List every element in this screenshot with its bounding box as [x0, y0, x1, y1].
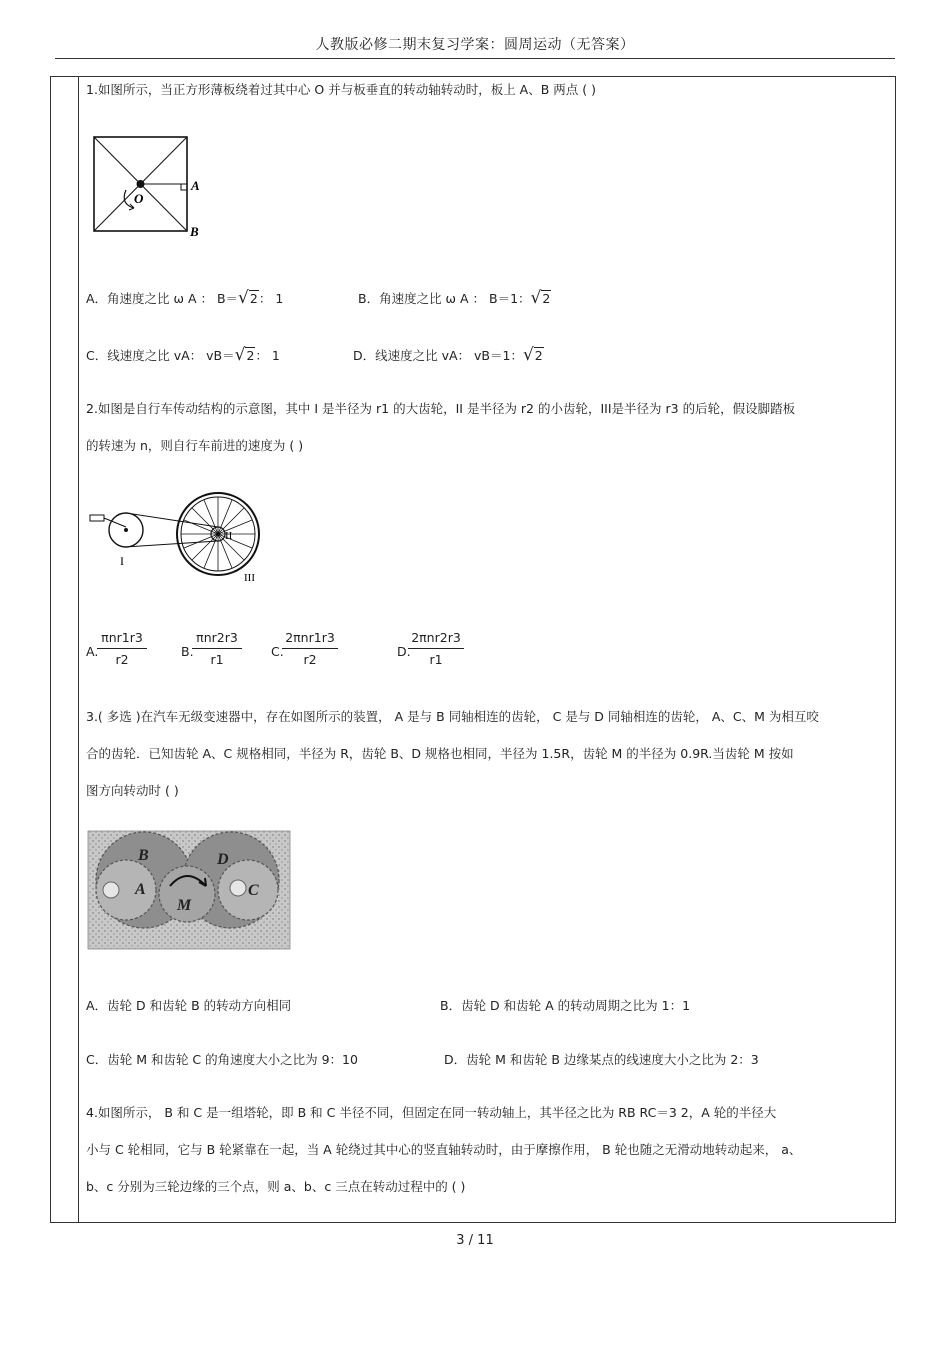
q2-option-a-letter: A.: [86, 644, 99, 659]
q2-option-c-letter: C.: [271, 644, 284, 659]
q3-label-m: M: [177, 897, 192, 914]
q4-stem-line1: 4.如图所示， B 和 C 是一组塔轮，即 B 和 C 半径不同，但固定在同一转动轴上，其半径之比为 RB RC＝3 2，A 轮的半径大: [86, 1105, 777, 1120]
q3-stem-line3: 图方向转动时 ( ): [86, 783, 179, 798]
q1-option-b: B．角速度之比 ω A ： B＝1：√2: [358, 288, 551, 308]
q2-option-b-fraction: πnr2r3 r1: [192, 630, 242, 667]
q3-label-d: D: [217, 851, 229, 868]
q1-label-o: O: [134, 191, 144, 206]
q3-option-b: B．齿轮 D 和齿轮 A 的转动周期之比为 1：1: [440, 998, 691, 1013]
q2-option-c-fraction: 2πnr1r3 r2: [282, 630, 338, 667]
q2-option-d-fraction: 2πnr2r3 r1: [408, 630, 464, 667]
page-header: 人教版必修二期末复习学案：圆周运动（无答案）: [315, 37, 635, 53]
q1-option-d: D．线速度之比 vA： vB＝1：√2: [353, 345, 543, 365]
q4-stem-line2: 小与 C 轮相同，它与 B 轮紧靠在一起，当 A 轮绕过其中心的竖直轴转动时，由于摩擦作用， B 轮也随之无滑动地转动起来， a、: [86, 1142, 802, 1157]
q4-stem-line3: b、c 分别为三轮边缘的三个点，则 a、b、c 三点在转动过程中的 ( ): [86, 1179, 466, 1194]
q3-option-c: C．齿轮 M 和齿轮 C 的角速度大小之比为 9：10: [86, 1052, 358, 1067]
q1-option-a: A．角速度之比 ω A ： B＝√2： 1: [86, 288, 284, 308]
q3-stem-line2: 合的齿轮．已知齿轮 A、C 规格相同，半径为 R，齿轮 B、D 规格也相同，半径为 1.5R，齿轮 M 的半径为 0.9R.当齿轮 M 按如: [86, 746, 794, 761]
q3-label-a: A: [135, 881, 146, 898]
q2-label-i: I: [120, 554, 124, 568]
q2-option-a-fraction: πnr1r3 r2: [97, 630, 147, 667]
frame-inner-rule: [78, 76, 79, 1223]
q2-option-d-letter: D.: [397, 644, 411, 659]
q2-option-b-letter: B.: [181, 644, 194, 659]
q1-square-plate-figure: [86, 130, 210, 245]
header-rule: [55, 58, 895, 59]
q1-stem: 1.如图所示，当正方形薄板绕着过其中心 O 并与板垂直的转动轴转动时，板上 A、B 两点 ( ): [86, 82, 596, 97]
q3-stem-line1: 3.( 多选 )在汽车无级变速器中，存在如图所示的装置， A 是与 B 同轴相连的齿轮， C 是与 D 同轴相连的齿轮， A、C、M 为相互咬: [86, 709, 819, 724]
q1-option-c: C．线速度之比 vA： vB＝√2： 1: [86, 345, 280, 365]
q3-label-c: C: [248, 882, 259, 899]
q3-label-b: B: [138, 847, 149, 864]
q2-label-ii: II: [225, 530, 233, 542]
page-number: 3 / 11: [456, 1233, 494, 1248]
q3-gear-system-figure: [86, 828, 292, 950]
q1-label-b: B: [190, 224, 199, 239]
q2-bicycle-transmission-figure: [86, 485, 264, 585]
q3-option-a: A．齿轮 D 和齿轮 B 的转动方向相同: [86, 998, 292, 1013]
q3-option-d: D．齿轮 M 和齿轮 B 边缘某点的线速度大小之比为 2：3: [444, 1052, 759, 1067]
q2-stem-line1: 2.如图是自行车传动结构的示意图，其中 I 是半径为 r1 的大齿轮，II 是半径为 r2 的小齿轮，III是半径为 r3 的后轮，假设脚踏板: [86, 401, 796, 416]
q2-stem-line2: 的转速为 n，则自行车前进的速度为 ( ): [86, 438, 304, 453]
content-frame: [50, 76, 896, 1223]
q1-label-a: A: [191, 178, 200, 193]
corner-mark: [62, 76, 72, 77]
q2-label-iii: III: [244, 572, 255, 584]
